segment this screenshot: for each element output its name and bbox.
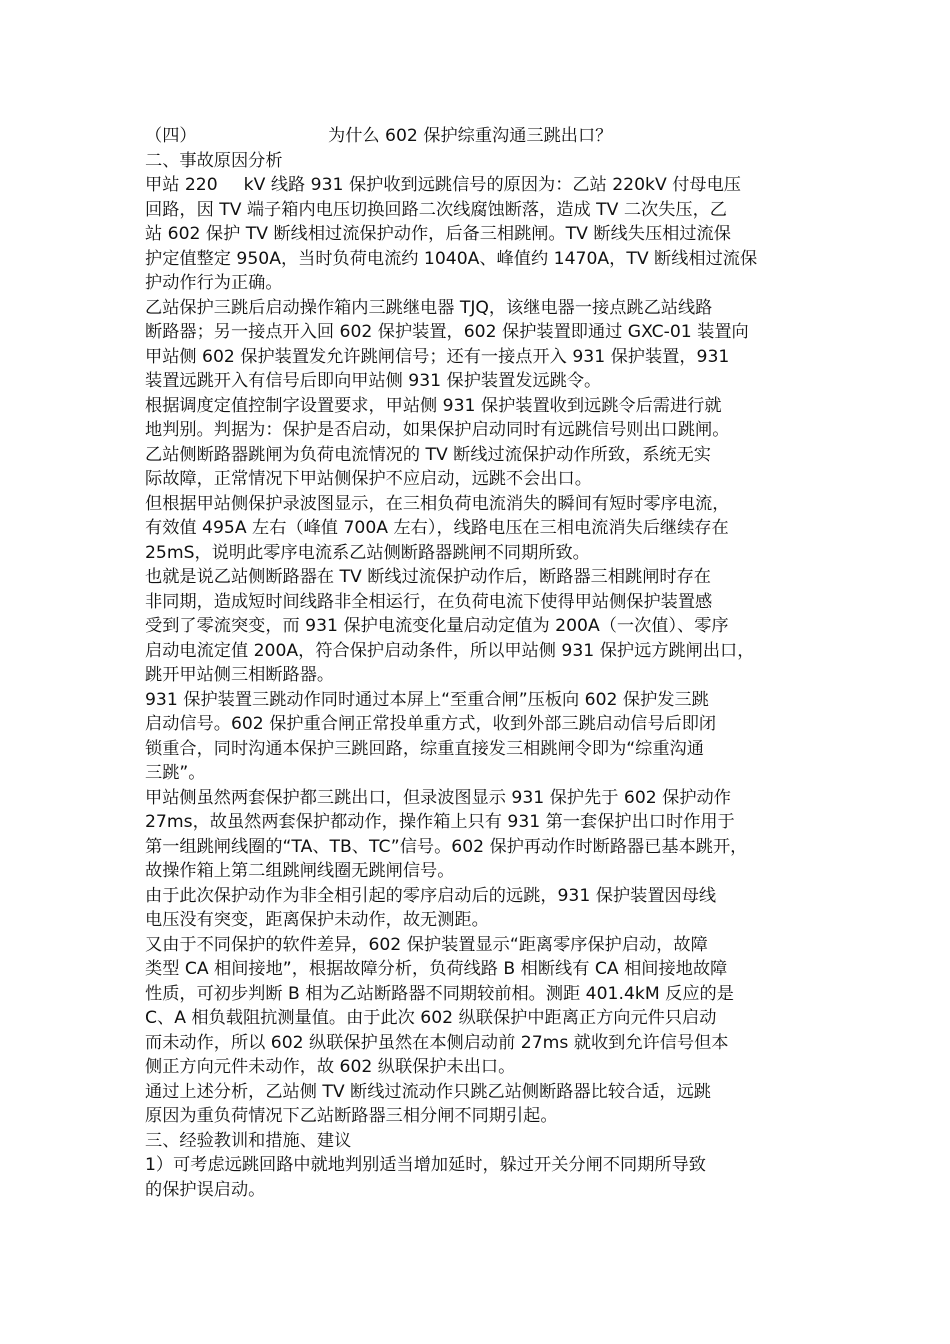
paragraph-7-line-2: 27ms，故虽然两套保护都动作，操作箱上只有 931 第一套保护出口时作用于 <box>145 812 735 832</box>
paragraph-9-line-1: 又由于不同保护的软件差异，602 保护装置显示“距离零序保护启动，故障 <box>145 934 708 955</box>
paragraph-2-line-3: 甲站侧 602 保护装置发允许跳闸信号；还有一接点开入 931 保护装置，931 <box>145 346 730 367</box>
paragraph-5-line-2: 非同期，造成短时间线路非全相运行，在负荷电流下使得甲站侧保护装置感 <box>145 591 713 612</box>
paragraph-7-line-3: 第一组跳闸线圈的“TA、TB、TC”信号。602 保护再动作时断路器已基本跳开， <box>145 836 748 857</box>
paragraph-1-line-3: 站 602 保护 TV 断线相过流保护动作，后备三相跳闸。TV 断线失压相过流保 <box>145 224 731 244</box>
paragraph-1-line-1-part-b: kV 线路 931 保护收到远跳信号的原因为：乙站 220kV 付母电压 <box>243 175 741 195</box>
paragraph-1-line-4: 护定值整定 950A，当时负荷电流约 1040A、峰值约 1470A，TV 断线相过流保 <box>145 248 758 269</box>
paragraph-10 <box>145 1080 810 1129</box>
paragraph-4-line-2: 有效值 495A 左右（峰值 700A 左右），线路电压在三相电流消失后继续存在 <box>145 518 729 538</box>
paragraph-9-line-4: C、A 相负载阻抗测量值。由于此次 602 纵联保护中距离正方向元件只启动 <box>145 1008 717 1028</box>
section-2-heading: 二、事故原因分析 <box>145 150 283 171</box>
paragraph-4-line-3: 25mS，说明此零序电流系乙站侧断路器跳闸不同期所致。 <box>145 542 590 563</box>
paragraph-4-line-1: 但根据甲站侧保护录波图显示，在三相负荷电流消失的瞬间有短时零序电流， <box>145 493 730 514</box>
paragraph-6-line-4: 三跳”。 <box>145 763 206 783</box>
paragraph-1-line-5: 护动作行为正确。 <box>145 273 283 293</box>
paragraph-10-line-1: 通过上述分析，乙站侧 TV 断线过流动作只跳乙站侧断路器比较合适，远跳 <box>145 1081 711 1102</box>
paragraph-4 <box>145 492 810 566</box>
paragraph-8 <box>145 884 810 933</box>
paragraph-2-line-4: 装置远跳开入有信号后即向甲站侧 931 保护装置发远跳令。 <box>145 371 602 391</box>
paragraph-2-line-2: 断路器；另一接点开入回 602 保护装置，602 保护装置即通过 GXC-01 装置向 <box>145 322 749 342</box>
section-4-title: 为什么 602 保护综重沟通三跳出口？ <box>328 126 613 146</box>
paragraph-3-line-2: 地判别。判据为：保护是否启动，如果保护启动同时有远跳信号则出口跳闸。 <box>145 420 730 440</box>
paragraph-3 <box>145 394 810 492</box>
paragraph-7-line-1: 甲站侧虽然两套保护都三跳出口，但录波图显示 931 保护先于 602 保护动作 <box>145 787 731 808</box>
paragraph-1 <box>145 173 810 296</box>
paragraph-2-line-1: 乙站保护三跳后启动操作箱内三跳继电器 TJQ，该继电器一接点跳乙站线路 <box>145 297 713 318</box>
paragraph-9-line-2: 类型 CA 相间接地”，根据故障分析，负荷线路 B 相断线有 CA 相间接地故障 <box>145 959 728 979</box>
paragraph-5 <box>145 565 810 688</box>
section-3-heading: 三、经验教训和措施、建议 <box>145 1130 352 1151</box>
paragraph-2 <box>145 296 810 394</box>
paragraph-1-line-2 <box>145 198 810 223</box>
suggestion-item-1-line-2: 的保护误启动。 <box>145 1179 266 1200</box>
document-body <box>145 124 810 1202</box>
paragraph-5-line-4: 启动电流定值 200A，符合保护启动条件，所以甲站侧 931 保护远方跳闸出口， <box>145 640 755 661</box>
paragraph-6-line-1: 931 保护装置三跳动作同时通过本屏上“至重合闸”压板向 602 保护发三跳 <box>145 689 709 710</box>
paragraph-9-line-3: 性质，可初步判断 B 相为乙站断路器不同期较前相。测距 401.4kM 反应的是 <box>145 983 734 1004</box>
paragraph-10-line-2: 原因为重负荷情况下乙站断路器三相分闸不同期引起。 <box>145 1106 558 1126</box>
suggestion-item-1-line-1: 1）可考虑远跳回路中就地判别适当增加延时，躲过开关分闸不同期所导致 <box>145 1155 706 1175</box>
paragraph-1-line-2-text: 回路，因 TV 端子箱内电压切换回路二次线腐蚀断落，造成 TV 二次失压，乙 <box>145 199 727 220</box>
suggestion-item-1 <box>145 1153 810 1202</box>
paragraph-7-line-4: 故操作箱上第二组跳闸线圈无跳闸信号。 <box>145 861 455 881</box>
paragraph-5-line-5: 跳开甲站侧三相断路器。 <box>145 665 335 685</box>
section-4-number: （四） <box>145 126 197 146</box>
section-4-heading <box>145 124 810 149</box>
paragraph-9-line-6: 侧正方向元件未动作，故 602 纵联保护未出口。 <box>145 1057 516 1077</box>
paragraph-9 <box>145 933 810 1080</box>
paragraph-6-line-2: 启动信号。602 保护重合闸正常投单重方式，收到外部三跳启动信号后即闭 <box>145 714 717 734</box>
paragraph-6 <box>145 688 810 786</box>
paragraph-3-line-1: 根据调度定值控制字设置要求，甲站侧 931 保护装置收到远跳令后需进行就 <box>145 395 722 416</box>
paragraph-3-line-4: 际故障，正常情况下甲站侧保护不应启动，远跳不会出口。 <box>145 469 592 489</box>
paragraph-3-line-3: 乙站侧断路器跳闸为负荷电流情况的 TV 断线过流保护动作所致，系统无实 <box>145 444 711 465</box>
paragraph-5-line-3: 受到了零流突变，而 931 保护电流变化量启动定值为 200A（一次值）、零序 <box>145 616 729 636</box>
paragraph-6-line-3: 锁重合，同时沟通本保护三跳回路，综重直接发三相跳闸令即为“综重沟通 <box>145 738 704 759</box>
paragraph-8-line-2: 电压没有突变，距离保护未动作，故无测距。 <box>145 910 489 930</box>
paragraph-8-line-1: 由于此次保护动作为非全相引起的零序启动后的远跳，931 保护装置因母线 <box>145 885 717 906</box>
paragraph-1-line-1-part-a: 甲站 220 <box>145 175 218 195</box>
paragraph-1-line-1 <box>145 173 810 198</box>
paragraph-5-line-1: 也就是说乙站侧断路器在 TV 断线过流保护动作后，断路器三相跳闸时存在 <box>145 567 711 587</box>
paragraph-7 <box>145 786 810 884</box>
paragraph-9-line-5: 而未动作，所以 602 纵联保护虽然在本侧启动前 27ms 就收到允许信号但本 <box>145 1032 729 1053</box>
